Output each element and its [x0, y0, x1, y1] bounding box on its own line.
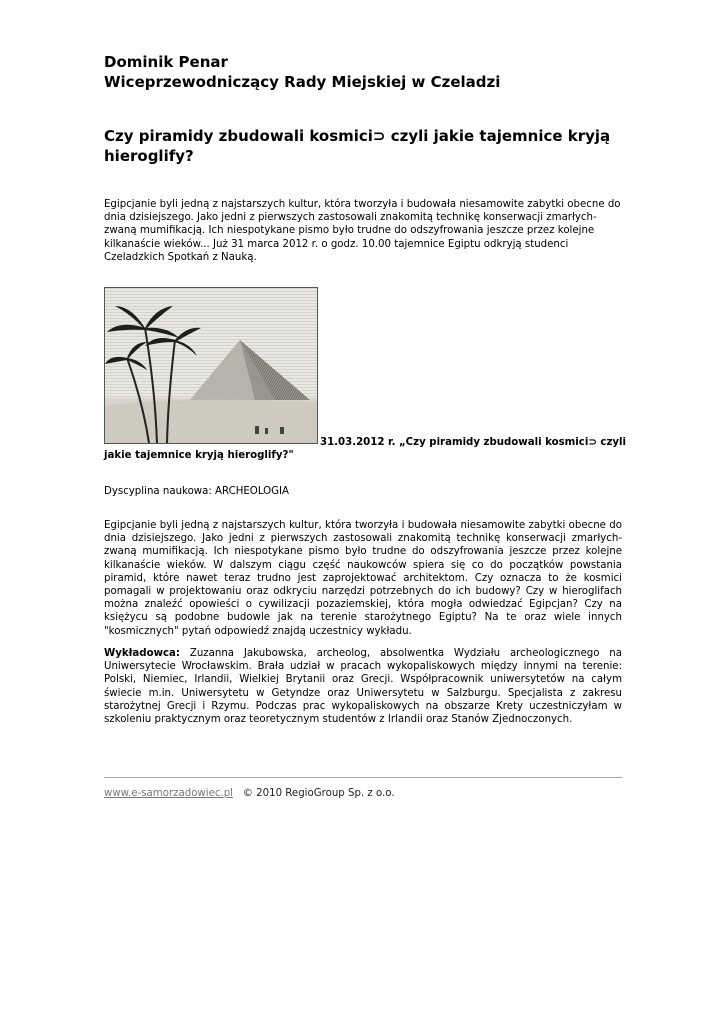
pyramid-engraving-image	[104, 287, 318, 444]
author-role: Wiceprzewodniczący Rady Miejskiej w Czeladzi	[104, 73, 501, 91]
lecturer-description: Zuzanna Jakubowska, archeolog, absolwentka Wydziału archeologicznego na Uniwersytecie Wrocławskim. Brała udział w pracach wykopaliskowych między innymi na terenie: Polski, Niemiec, Irlandii, Wielkiej Brytanii oraz Grecji. Współpracownik uniwersytetów na całym świecie m.in. Uniwersytetu w Getyndze oraz Uniwersytetu w Salzburgu. Specjalista z zakresu starożytnej Grecji i Rzymu. Podczas prac wykopaliskowych na obszarze Krety uczestniczyłam w szkoleniu praktycznym oraz teoretycznym studentów z Irlandii oraz Stanów Zjednoczonych.	[104, 648, 622, 726]
image-caption-line1: 31.03.2012 r. „Czy piramidy zbudowali kosmici⊃ czyli	[320, 437, 627, 448]
author-name: Dominik Penar	[104, 53, 228, 71]
author-block	[104, 52, 500, 92]
lecturer-paragraph	[104, 647, 622, 726]
image-caption-line2: jakie tajemnice kryją hieroglify?"	[104, 450, 294, 461]
body-paragraph: Egipcjanie byli jedną z najstarszych kultur, która tworzyła i budowała niesamowite zabytki obecne do dnia dzisiejszego. Jako jedni z pierwszych zastosowali znakomitą technikę konserwacji zmarłych- zwaną mumifikacją. Ich niespotykane pismo było trudne do odszyfrowania jeszcze przez kolejne kilkanaście wieków. W dalszym ciągu część naukowców spiera się co do początków powstania piramid, które nawet teraz trudno jest zaprojektować architektom. Czy oznacza to że kosmici pomagali w projektowaniu oraz odkryciu narzędzi potrzebnych do ich budowy? Czy w hieroglifach można znaleźć opowieści o cywilizacji pozaziemskiej, która mogła odwiedzać Egipcjan? Czy na księżycu są podobne budowle jak na terenie starożytnego Egiptu? Na te oraz wiele innych "kosmicznych" pytań odpowiedź znajdą uczestnicy wykładu.	[104, 520, 622, 637]
footer-divider	[104, 777, 622, 778]
article-title: Czy piramidy zbudowali kosmici⊃ czyli jakie tajemnice kryją hieroglify?	[104, 127, 611, 165]
discipline-line: Dyscyplina naukowa: ARCHEOLOGIA	[104, 486, 290, 497]
footer-site-link[interactable]: www.e-samorzadowiec.pl	[104, 788, 233, 799]
lecturer-label: Wykładowca:	[104, 648, 180, 659]
footer-copyright: © 2010 RegioGroup Sp. z o.o.	[242, 788, 395, 799]
footer	[104, 787, 395, 800]
intro-paragraph: Egipcjanie byli jedną z najstarszych kultur, która tworzyła i budowała niesamowite zabytki obecne do dnia dzisiejszego. Jako jedni z pierwszych zastosowali znakomitą technikę konserwacji zmarłych- zwaną mumifikacją. Ich niespotykane pismo było trudne do odszyfrowania jeszcze przez kolejne kilkanaście wieków... Już 31 marca 2012 r. o godz. 10.00 tajemnice Egiptu odkryją studenci Czeladzkich Spotkań z Nauką.	[104, 199, 621, 263]
